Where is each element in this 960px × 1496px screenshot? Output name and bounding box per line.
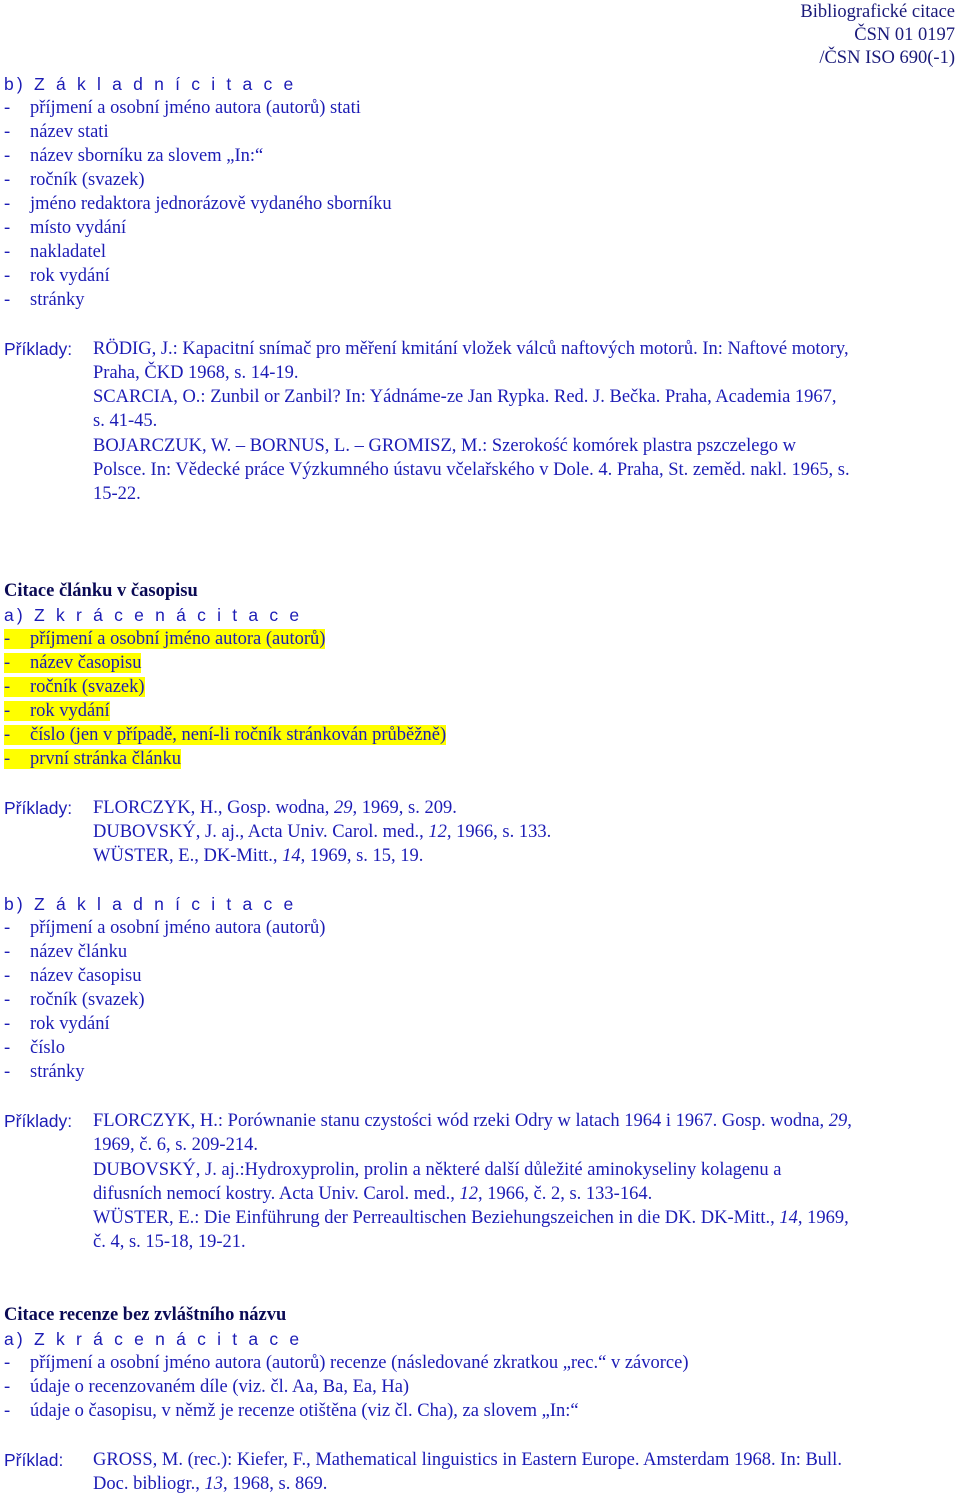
section2-short-heading: a) Z k r á c e n á c i t a c e xyxy=(4,605,303,625)
list-item: - údaje o recenzovaném díle (viz. čl. Aa, Ba, Ea, Ha) xyxy=(4,1377,410,1397)
example-2-line-2: s. 41-45. xyxy=(93,411,158,431)
example-3-line-3: 15-22. xyxy=(93,484,141,504)
list-item: - stránky xyxy=(4,1062,85,1082)
example-3-line-1: BOJARCZUK, W. – BORNUS, L. – GROMISZ, M.: Szerokość komórek plastra pszczelego w xyxy=(93,436,796,456)
list-item: - příjmení a osobní jméno autora (autorů) xyxy=(4,918,326,938)
list-item: - údaje o časopisu, v němž je recenze otištěna (viz čl. Cha), za slovem „In:“ xyxy=(4,1401,579,1421)
list-item: - název stati xyxy=(4,122,109,142)
short-example-3: WÜSTER, E., DK-Mitt., 14, 1969, s. 15, 19. xyxy=(93,846,424,866)
header-standard: ČSN 01 0197 xyxy=(854,25,955,45)
list-item: - název článku xyxy=(4,942,128,962)
list-item: - název časopisu xyxy=(4,653,142,673)
basic-example-1-line-1: FLORCZYK, H.: Porównanie stanu czystości wód rzeki Odry w latach 1964 i 1967. Gosp. wodna, 29, xyxy=(93,1111,852,1131)
section3-example-line-2: Doc. bibliogr., 13, 1968, s. 869. xyxy=(93,1474,328,1494)
section1-heading: b) Z á k l a d n í c i t a c e xyxy=(4,74,297,94)
section2-short-examples-label: Příklady: xyxy=(4,798,73,818)
list-item: - číslo (jen v případě, není-li ročník stránkován průběžně) xyxy=(4,725,447,745)
short-example-1: FLORCZYK, H., Gosp. wodna, 29, 1969, s. 209. xyxy=(93,798,457,818)
list-item: - rok vydání xyxy=(4,266,110,286)
example-3-line-2: Polsce. In: Vědecké práce Výzkumného ústavu včelařského v Dole. 4. Praha, St. zeměd. nakl. 1965, s. xyxy=(93,460,850,480)
list-item: - název sborníku za slovem „In:“ xyxy=(4,146,264,166)
list-item: - první stránka článku xyxy=(4,749,182,769)
basic-example-1-line-2: 1969, č. 6, s. 209-214. xyxy=(93,1135,258,1155)
section3-example-label: Příklad: xyxy=(4,1450,64,1470)
list-item: - rok vydání xyxy=(4,701,110,721)
list-item: - ročník (svazek) xyxy=(4,990,145,1010)
header-title: Bibliografické citace xyxy=(800,2,955,22)
list-item: - ročník (svazek) xyxy=(4,677,145,697)
basic-example-2-line-2: difusních nemocí kostry. Acta Univ. Carol. med., 12, 1966, č. 2, s. 133-164. xyxy=(93,1184,653,1204)
example-1-line-1: RÖDIG, J.: Kapacitní snímač pro měření kmitání vložek válců naftových motorů. In: Naftové motory, xyxy=(93,339,849,359)
list-item: - stránky xyxy=(4,290,85,310)
section3-title: Citace recenze bez zvláštního názvu xyxy=(4,1305,287,1325)
example-2-line-1: SCARCIA, O.: Zunbil or Zanbil? In: Yádnáme-ze Jan Rypka. Red. J. Bečka. Praha, Academia 1967, xyxy=(93,387,837,407)
example-1-line-2: Praha, ČKD 1968, s. 14-19. xyxy=(93,363,299,383)
section3-example-line-1: GROSS, M. (rec.): Kiefer, F., Mathematical linguistics in Eastern Europe. Amsterdam 1968. In: Bull. xyxy=(93,1450,842,1470)
basic-example-3-line-2: č. 4, s. 15-18, 19-21. xyxy=(93,1232,246,1252)
list-item: - příjmení a osobní jméno autora (autorů) recenze (následované zkratkou „rec.“ v závorce) xyxy=(4,1353,689,1373)
list-item: - číslo xyxy=(4,1038,65,1058)
section2-title: Citace článku v časopisu xyxy=(4,581,198,601)
list-item: - příjmení a osobní jméno autora (autorů) stati xyxy=(4,98,361,118)
list-item: - název časopisu xyxy=(4,966,142,986)
basic-example-3-line-1: WÜSTER, E.: Die Einführung der Perreaultischen Beziehungszeichen in die DK. DK-Mitt., 14, 1969, xyxy=(93,1208,849,1228)
list-item: - příjmení a osobní jméno autora (autorů) xyxy=(4,629,326,649)
section2-basic-heading: b) Z á k l a d n í c i t a c e xyxy=(4,894,297,914)
section1-examples-label: Příklady: xyxy=(4,339,73,359)
header-iso: /ČSN ISO 690(-1) xyxy=(819,48,955,68)
basic-example-2-line-1: DUBOVSKÝ, J. aj.:Hydroxyprolin, prolin a některé další důležité aminokyseliny kolagenu a xyxy=(93,1160,782,1180)
list-item: - místo vydání xyxy=(4,218,127,238)
list-item: - nakladatel xyxy=(4,242,107,262)
list-item: - rok vydání xyxy=(4,1014,110,1034)
short-example-2: DUBOVSKÝ, J. aj., Acta Univ. Carol. med., 12, 1966, s. 133. xyxy=(93,822,552,842)
section2-basic-examples-label: Příklady: xyxy=(4,1111,73,1131)
section3-short-heading: a) Z k r á c e n á c i t a c e xyxy=(4,1329,303,1349)
list-item: - jméno redaktora jednorázově vydaného sborníku xyxy=(4,194,392,214)
list-item: - ročník (svazek) xyxy=(4,170,145,190)
